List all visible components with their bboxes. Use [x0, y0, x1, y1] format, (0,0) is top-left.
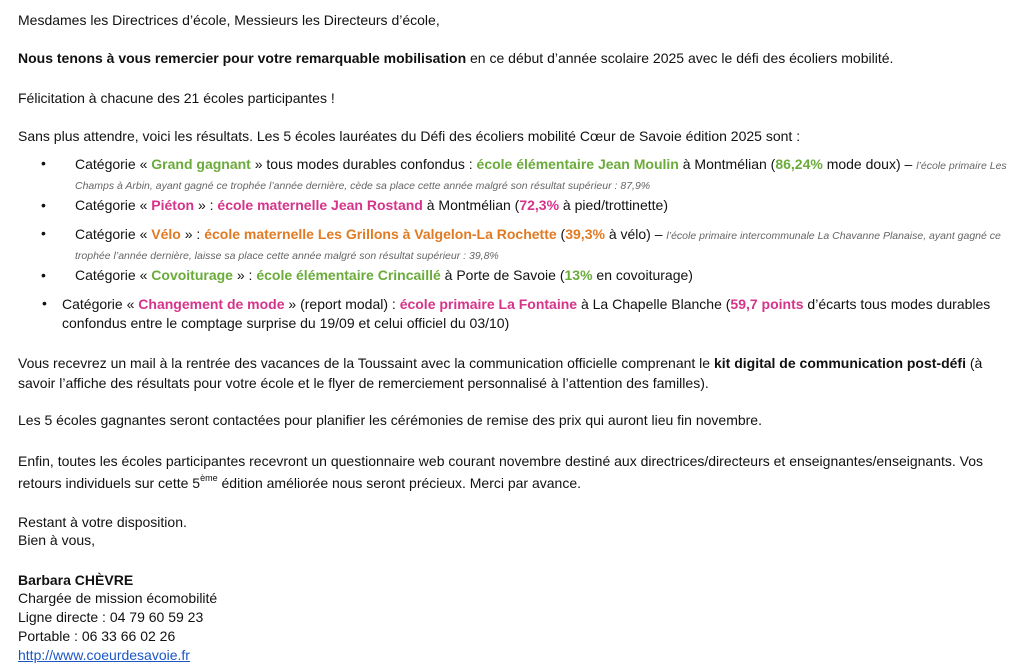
website-link[interactable]: http://www.coeurdesavoie.fr [18, 647, 190, 663]
bullet: • [41, 225, 46, 241]
superscript-eme: ème [200, 473, 218, 483]
result-value: 39,3% [565, 226, 605, 242]
list-item: • Catégorie « Vélo » : école maternelle Les Grillons à Valgelon-La Rochette (39,3% à vélo) – l’école primaire intercommunale La Chavanne Planaise, ayant gagné ce trophée l’année dernière, laisse sa place cette année malgré son résultat supérieur : 39,8% [41, 225, 1001, 262]
category-velo: Vélo [151, 226, 181, 242]
school-name: école maternelle Les Grillons à Valgelon-La Rochette [204, 226, 557, 242]
thanks-paragraph [18, 48, 893, 68]
signature-name: Barbara CHÈVRE [18, 572, 134, 588]
category-grand-gagnant: Grand gagnant [151, 156, 251, 172]
list-item: • Catégorie « Changement de mode » (report modal) : école primaire La Fontaine à La Chapelle Blanche (59,7 points d’écarts tous modes durables confondus entre le comptage surprise du 19/09 et celui officiel du 03/10) [42, 295, 991, 331]
school-name: école primaire La Fontaine [399, 296, 578, 312]
note: l’école primaire intercommunale La Chavanne Planaise, ayant gagné ce trophée l’année dernière, laisse sa place cette année malgré son résultat supérieur : 39,8% [75, 230, 1001, 262]
category-changement-de-mode: Changement de mode [138, 296, 285, 312]
greeting: Mesdames les Directrices d’école, Messieurs les Directeurs d’école, [18, 12, 440, 28]
contact-paragraph: Les 5 écoles gagnantes seront contactées pour planifier les cérémonies de remise des prix qui auront lieu fin novembre. [18, 412, 762, 428]
bullet: • [41, 267, 46, 283]
school-name: école élémentaire Crincaillé [256, 267, 441, 283]
intro-paragraph: Sans plus attendre, voici les résultats. Les 5 écoles lauréates du Défi des écoliers mobilité Cœur de Savoie édition 2025 sont : [18, 128, 801, 144]
signature-mobile: Portable : 06 33 66 02 26 [18, 628, 176, 644]
category-covoiturage: Covoiturage [151, 267, 233, 283]
survey-paragraph: Enfin, toutes les écoles participantes recevront un questionnaire web courant novembre destiné aux directrices/directeurs et enseignantes/enseignants. Vos retours individuels sur cette 5ème édition améliorée nous seront précieux. Merci par avance. [18, 453, 984, 491]
bullet: • [41, 197, 46, 213]
list-item: • Catégorie « Covoiturage » : école élémentaire Crincaillé à Porte de Savoie (13% en covoiturage) [41, 267, 693, 283]
kit-digital-bold: kit digital de communication post-défi [713, 355, 966, 371]
signature-title: Chargée de mission écomobilité [18, 590, 218, 606]
school-name: école élémentaire Jean Moulin [476, 156, 679, 172]
mail-paragraph: Vous recevrez un mail à la rentrée des vacances de la Toussaint avec la communication officielle comprenant le kit digital de communication post-défi (à savoir l’affiche des résultats pour votre école et le flyer de remerciement personnalisé à l’attention des familles). [18, 355, 983, 391]
note: l’école primaire Les Champs à Arbin, ayant gagné ce trophée l’année dernière, cède sa place cette année malgré son résultat supérieur : 87,9% [75, 160, 1007, 192]
list-item: • Catégorie « Grand gagnant » tous modes durables confondus : école élémentaire Jean Moulin à Montmélian (86,24% mode doux) – l’école primaire Les Champs à Arbin, ayant gagné ce trophée l’année dernière, cède sa place cette année malgré son résultat supérieur : 87,9% [41, 155, 1007, 192]
list-item: • Catégorie « Piéton » : école maternelle Jean Rostand à Montmélian (72,3% à pied/trottinette) [41, 197, 668, 213]
result-value: 13% [564, 267, 593, 283]
signature-phone: Ligne directe : 04 79 60 59 23 [18, 609, 204, 625]
congrats-paragraph: Félicitation à chacune des 21 écoles participantes ! [18, 90, 335, 106]
closing-line-1: Restant à votre disposition. [18, 514, 187, 530]
result-value: 59,7 points [730, 296, 804, 312]
category-pieton: Piéton [151, 197, 195, 213]
result-value: 72,3% [519, 197, 560, 213]
bullet: • [41, 155, 46, 171]
school-name: école maternelle Jean Rostand [217, 197, 423, 213]
thanks-rest: en ce début d’année scolaire 2025 avec le défi des écoliers mobilité. [466, 50, 894, 66]
closing-line-2: Bien à vous, [18, 532, 96, 548]
bullet: • [42, 295, 47, 311]
thanks-bold: Nous tenons à vous remercier pour votre remarquable mobilisation [18, 50, 467, 66]
signature-link-wrap [18, 645, 190, 665]
result-value: 86,24% [775, 156, 823, 172]
